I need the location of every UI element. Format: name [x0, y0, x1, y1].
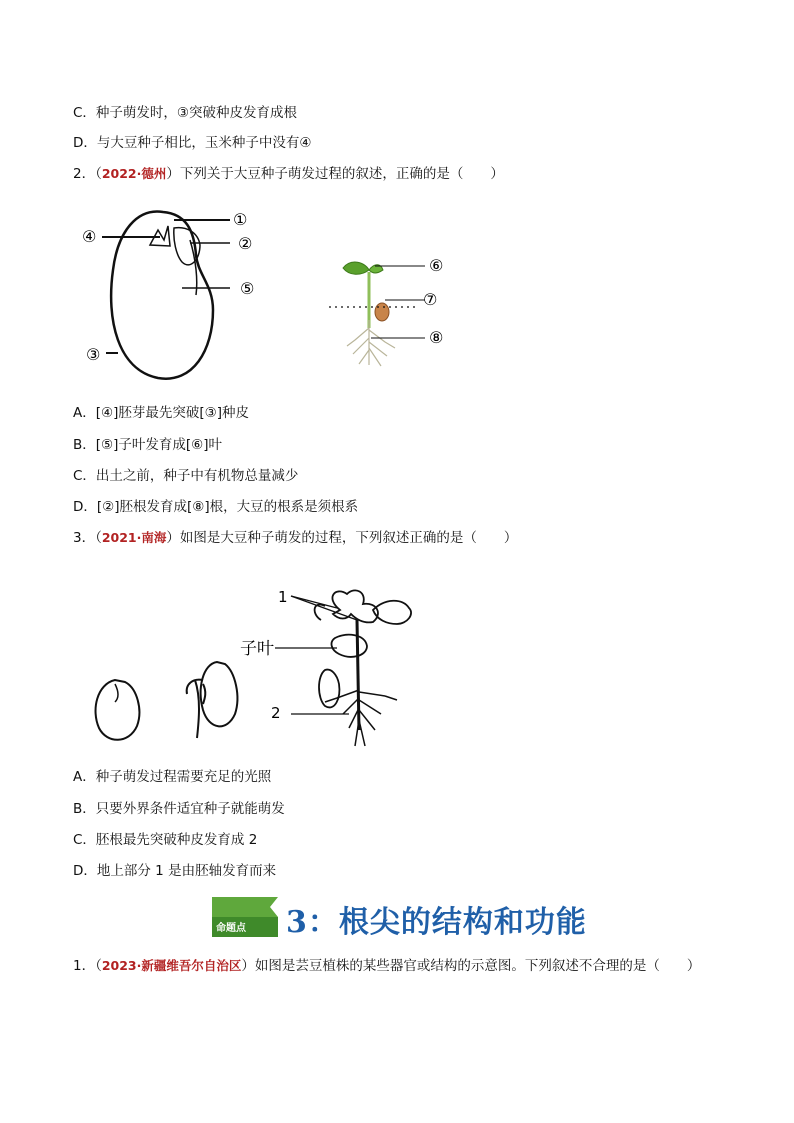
q4-stem-text: ）如图是芸豆植株的某些器官或结构的示意图。下列叙述不合理的是（ ）: [241, 958, 701, 974]
seedling-stage-3-old-seed: [319, 670, 339, 708]
bean-seed-diagram: [78, 200, 268, 390]
q1-option-d: D．与大豆种子相比，玉米种子中没有④: [73, 135, 312, 151]
q3-option-b: B．只要外界条件适宜种子就能萌发: [73, 801, 285, 817]
seedling-leaf: [343, 262, 369, 274]
q3-option-d: D．地上部分 1 是由胚轴发育而来: [73, 863, 277, 879]
seedling-stage-3-cotyledon: [332, 635, 367, 657]
label-cotyledon: 子叶: [240, 639, 274, 659]
q2-option-d: D．[②]胚根发育成[⑧]根，大豆的根系是须根系: [73, 499, 359, 515]
label-3: ③: [86, 345, 101, 364]
q1-option-c: C．种子萌发时，③突破种皮发育成根: [73, 105, 298, 121]
seedling-roots: [347, 320, 395, 366]
label-4: ④: [82, 227, 97, 246]
q2-stem-text: ）下列关于大豆种子萌发过程的叙述，正确的是（ ）: [166, 166, 504, 182]
q2-source: 2022·德州: [101, 166, 167, 181]
section-title: 3：根尖的结构和功能: [286, 905, 587, 940]
label-2: ②: [238, 234, 253, 253]
seedling-stage-3-leaves: [315, 590, 411, 624]
label-q3-2: 2: [271, 704, 281, 722]
q4-source: 2023·新疆维吾尔自治区: [101, 958, 242, 973]
section-banner: [212, 895, 632, 945]
q4-stem: [73, 957, 700, 975]
label-1: ①: [233, 210, 248, 229]
seedling-cotyledon: [375, 303, 389, 321]
germination-process-diagram: [85, 580, 445, 755]
label-8: ⑧: [429, 328, 444, 347]
q2-option-b: B．[⑤]子叶发育成[⑥]叶: [73, 437, 223, 453]
label-7: ⑦: [423, 290, 438, 309]
q2-stem: [73, 165, 504, 183]
q3-option-a: A．种子萌发过程需要充足的光照: [73, 769, 272, 785]
q2-option-c: C．出土之前，种子中有机物总量减少: [73, 468, 299, 484]
q3-number: 3．（: [73, 530, 102, 546]
q2-number: 2．（: [73, 166, 102, 182]
label-q3-1: 1: [278, 588, 288, 606]
q3-source: 2021·南海: [101, 530, 167, 545]
label-6: ⑥: [429, 256, 444, 275]
q4-number: 1．（: [73, 958, 102, 974]
seedling-stage-3-roots: [325, 690, 397, 746]
q3-option-c: C．胚根最先突破种皮发育成 2: [73, 832, 258, 848]
q3-stem: [73, 529, 517, 547]
q2-option-a: A．[④]胚芽最先突破[③]种皮: [73, 405, 250, 421]
label-5: ⑤: [240, 279, 255, 298]
q3-stem-text: ）如图是大豆种子萌发的过程，下列叙述正确的是（ ）: [166, 530, 518, 546]
bean-seedling-diagram: [325, 250, 460, 375]
section-flag-label: 命题点: [216, 923, 246, 934]
